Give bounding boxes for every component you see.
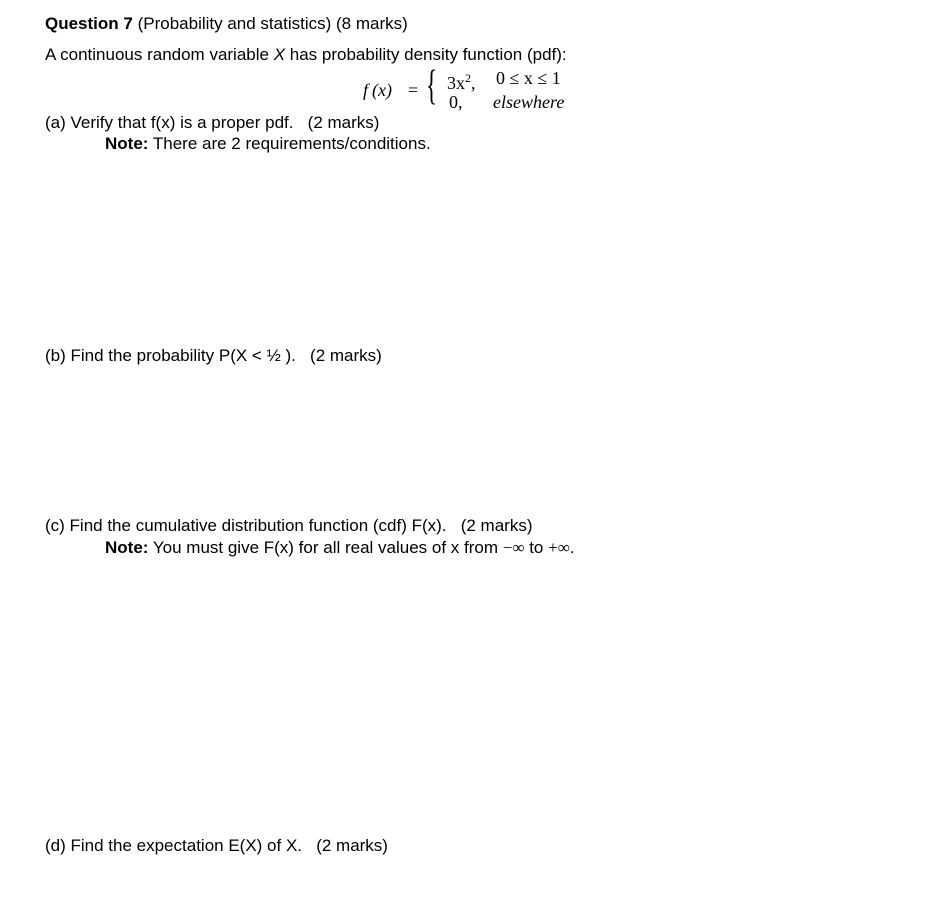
question-number: Question 7 [45,14,133,33]
part-c-note-text: You must give F(x) for all real values of x from [148,538,503,557]
part-a-note-text: There are 2 requirements/conditions. [148,134,431,153]
pdf-case1-exponent: 2 [465,71,471,85]
part-d-marks: (2 marks) [316,836,388,855]
pdf-case1-condition: 0 ≤ x ≤ 1 [496,68,561,88]
intro-variable: X [273,45,286,64]
question-intro [45,45,567,65]
part-c-note [105,538,575,558]
part-c-note-label: Note: [105,538,149,557]
pdf-lhs-arg: (x) [372,80,392,100]
pdf-case1-expr [447,67,476,94]
part-b-question [45,346,382,366]
part-b-marks: (2 marks) [310,346,382,365]
intro-prefix: A continuous random variable [45,45,274,64]
pdf-case2-expr: 0, [449,92,463,112]
question-topic: (Probability and statistics) [137,14,332,33]
pdf-case1-comma: , [471,73,476,93]
part-a-marks: (2 marks) [307,113,380,132]
part-c-text: (c) Find the cumulative distribution function (cdf) F(x). [45,516,447,535]
part-c-marks: (2 marks) [460,516,533,535]
pdf-case1-coef: 3x [447,73,465,93]
part-c-neg-infinity: −∞ [502,538,525,557]
question-header [45,14,408,34]
part-c-to-word: to [524,538,549,557]
intro-suffix: has probability density function (pdf): [285,45,567,64]
pdf-equals: = [408,80,419,100]
part-d-text: (d) Find the expectation E(X) of X. [45,836,303,855]
part-a-text: (a) Verify that f(x) is a proper pdf. [45,113,294,132]
question-marks: (8 marks) [336,14,408,33]
part-d-question [45,836,388,856]
part-a-note-label: Note: [105,134,149,153]
part-c-period: . [569,538,575,557]
part-a-question [45,113,379,133]
part-c-pos-infinity: +∞ [548,538,570,557]
pdf-lhs-f: f [363,80,369,100]
pdf-case2-condition: elsewhere [493,92,565,112]
pdf-brace: { [426,63,438,109]
part-c-question [45,516,532,536]
part-a-note [105,134,431,154]
part-b-text: (b) Find the probability P(X < ½ ). [45,346,296,365]
